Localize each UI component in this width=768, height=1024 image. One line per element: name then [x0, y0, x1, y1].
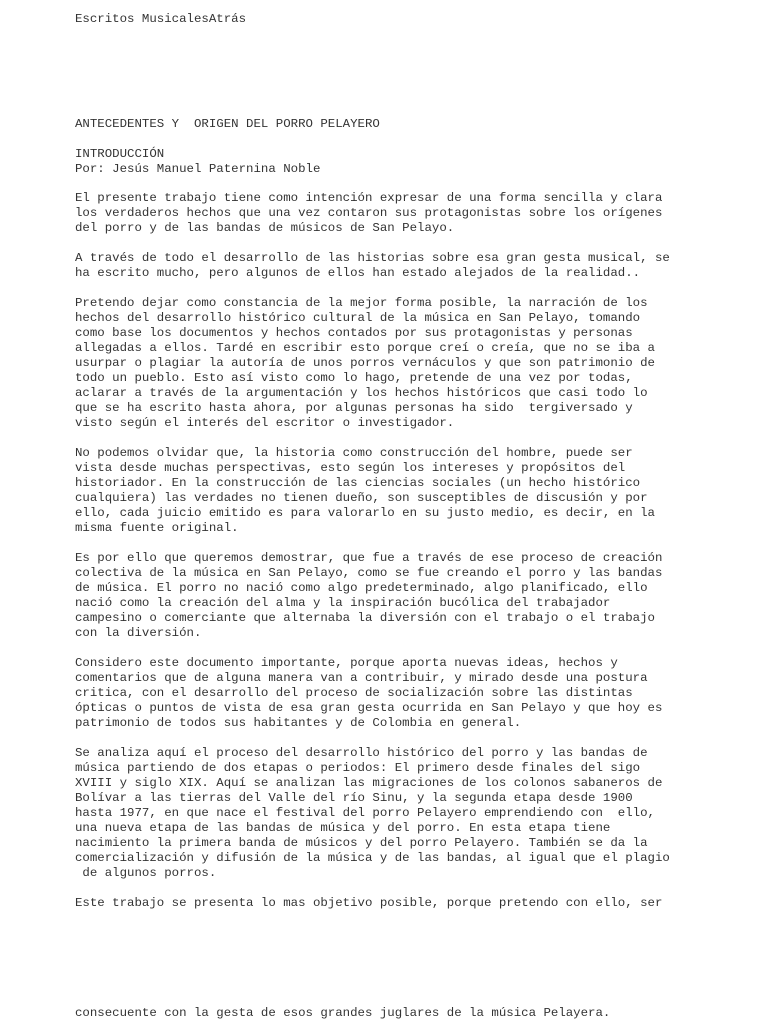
paragraph-line: ello, cada juicio emitido es para valorarlo en su justo medio, es decir, en la — [75, 506, 655, 520]
paragraph-line: como base los documentos y hechos contados por sus protagonistas y personas — [75, 326, 633, 340]
paragraph-line: de algunos porros. — [75, 866, 217, 880]
paragraph-line: XVIII y siglo XIX. Aquí se analizan las migraciones de los colonos sabaneros de — [75, 776, 663, 790]
paragraph — [75, 296, 698, 431]
section-heading: INTRODUCCIÓN — [75, 147, 165, 161]
paragraph-line: No podemos olvidar que, la historia como construcción del hombre, puede ser — [75, 446, 633, 460]
paragraph-line: Este trabajo se presenta lo mas objetivo posible, porque pretendo con ello, ser — [75, 896, 663, 910]
paragraph-line: Se analiza aquí el proceso del desarrollo histórico del porro y las bandas de — [75, 746, 648, 760]
paragraph — [75, 551, 698, 641]
continuation-line: consecuente con la gesta de esos grandes juglares de la música Pelayera. — [75, 1006, 611, 1020]
paragraph-line: Es por ello que queremos demostrar, que fue a través de ese proceso de creación — [75, 551, 663, 565]
paragraph-line: Considero este documento importante, porque aporta nuevas ideas, hechos y — [75, 656, 618, 670]
paragraph-line: hechos del desarrollo histórico cultural de la música en San Pelayo, tomando — [75, 311, 641, 325]
paragraph-line: música partiendo de dos etapas o periodos: El primero desde finales del sigo — [75, 761, 641, 775]
paragraph — [75, 656, 698, 731]
paragraph-line: historiador. En la construcción de las ciencias sociales (un hecho histórico — [75, 476, 641, 490]
paragraph-line: una nueva etapa de las bandas de música y del porro. En esta etapa tiene — [75, 821, 611, 835]
paragraph — [75, 896, 698, 911]
paragraph-line: Pretendo dejar como constancia de la mejor forma posible, la narración de los — [75, 296, 648, 310]
paragraph-line: los verdaderos hechos que una vez contaron sus protagonistas sobre los orígenes — [75, 206, 663, 220]
paragraph-line: de música. El porro no nació como algo predeterminado, algo planificado, ello — [75, 581, 648, 595]
document-author: Por: Jesús Manuel Paternina Noble — [75, 162, 321, 176]
paragraph-line: cualquiera) las verdades no tienen dueño, son susceptibles de discusión y por — [75, 491, 648, 505]
paragraph-line: que se ha escrito hasta ahora, por algunas personas ha sido tergiversado y — [75, 401, 633, 415]
paragraph-line: aclarar a través de la argumentación y los hechos históricos que casi todo lo — [75, 386, 648, 400]
paragraph-line: patrimonio de todos sus habitantes y de Colombia en general. — [75, 716, 522, 730]
paragraph-line: hasta 1977, en que nace el festival del porro Pelayero emprendiendo con ello, — [75, 806, 655, 820]
paragraph-line: vista desde muchas perspectivas, esto según los intereses y propósitos del — [75, 461, 626, 475]
paragraph-line: campesino o comerciante que alternaba la diversión con el trabajo o el trabajo — [75, 611, 655, 625]
paragraph-line: critica, con el desarrollo del proceso de socialización sobre las distintas — [75, 686, 633, 700]
paragraph-line: usurpar o plagiar la autoría de unos porros vernáculos y que son patrimonio de — [75, 356, 655, 370]
paragraph-line: allegadas a ellos. Tardé en escribir esto porque creí o creía, que no se iba a — [75, 341, 655, 355]
paragraph — [75, 746, 698, 881]
document-title: ANTECEDENTES Y ORIGEN DEL PORRO PELAYERO — [75, 117, 380, 131]
paragraph-line: ha escrito mucho, pero algunos de ellos han estado alejados de la realidad.. — [75, 266, 641, 280]
site-nav-label[interactable]: Escritos MusicalesAtrás — [75, 12, 247, 26]
paragraph-line: nació como la creación del alma y la inspiración bucólica del trabajador — [75, 596, 611, 610]
paragraph — [75, 251, 698, 281]
paragraph-line: colectiva de la música en San Pelayo, como se fue creando el porro y las bandas — [75, 566, 663, 580]
paragraph-line: comentarios que de alguna manera van a contribuir, y mirado desde una postura — [75, 671, 648, 685]
paragraph — [75, 191, 698, 236]
paragraph-line: del porro y de las bandas de músicos de San Pelayo. — [75, 221, 455, 235]
paragraph-line: todo un pueblo. Esto así visto como lo hago, pretende de una vez por todas, — [75, 371, 633, 385]
paragraph-line: Bolívar a las tierras del Valle del río Sinu, y la segunda etapa desde 1900 — [75, 791, 633, 805]
paragraph-line: nacimiento la primera banda de músicos y del porro Pelayero. También se da la — [75, 836, 648, 850]
paragraph-line: misma fuente original. — [75, 521, 239, 535]
paragraph-line: A través de todo el desarrollo de las historias sobre esa gran gesta musical, se — [75, 251, 670, 265]
paragraph — [75, 446, 698, 536]
paragraph-line: ópticas o puntos de vista de esa gran gesta ocurrida en San Pelayo y que hoy es — [75, 701, 663, 715]
paragraph-line: visto según el interés del escritor o investigador. — [75, 416, 455, 430]
document-body — [75, 191, 698, 926]
paragraph-line: El presente trabajo tiene como intención expresar de una forma sencilla y clara — [75, 191, 663, 205]
paragraph-line: comercialización y difusión de la música y de las bandas, al igual que el plagio — [75, 851, 670, 865]
paragraph-line: con la diversión. — [75, 626, 202, 640]
